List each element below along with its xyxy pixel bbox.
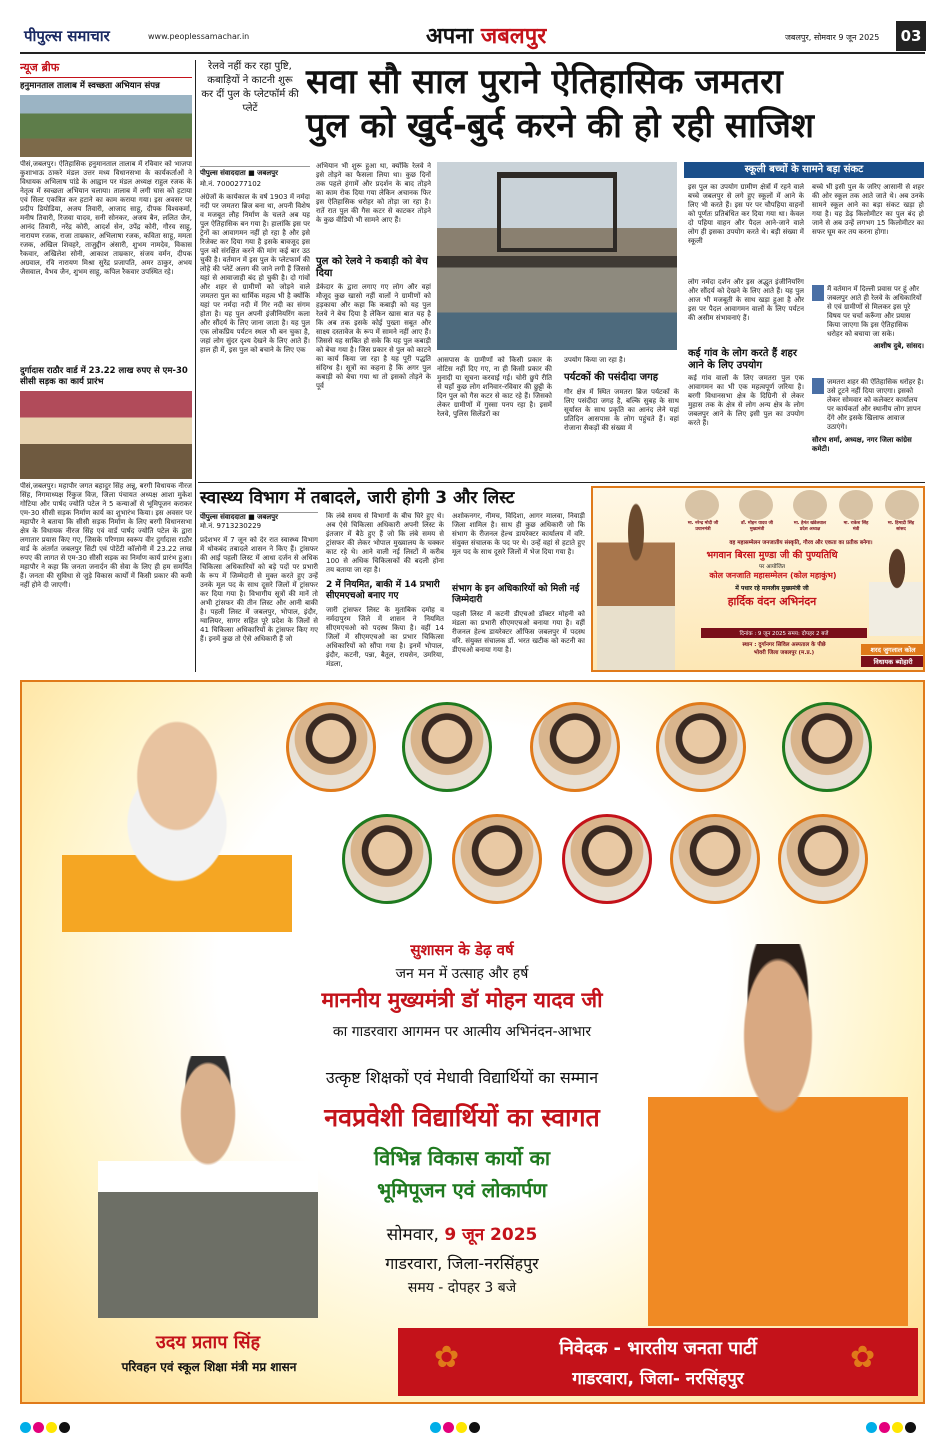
health-byline xyxy=(200,512,318,531)
school-crisis-box-title: स्कूली बच्चों के सामने बड़ा संकट xyxy=(684,162,924,178)
color-registration-marks-right xyxy=(866,1418,918,1437)
main-col-2: अभियान भी शुरू हुआ था, क्योंकि रेलवे ने इसे तोड़ने का फैसला लिया था। कुछ दिनों तक पहले हंगामें और प्रदर्शन के बाद तोड़ने का काम रोक दिया गया लेकिन अचानक फिर इस ऐतिहासिक धरोहर को तोड़ा जा रहा है। रातें रात पुल की गैस कटर से काटकर तोड़ने के कुछ वीडियो भी सामने आए हैं। xyxy=(316,162,431,224)
ad-line-1: सुशासन के डेढ़ वर्ष xyxy=(410,941,514,959)
ad-line-11: समय - दोपहर 3 बजे xyxy=(407,1280,517,1296)
column-divider xyxy=(195,60,196,672)
birsa-date: दिनांक : 9 जून 2025 समय: दोपहर 2 बजे xyxy=(701,628,867,638)
news-brief-column xyxy=(20,60,192,672)
ad-line-3: माननीय मुख्यमंत्री डॉ मोहन यादव जी xyxy=(321,988,603,1012)
brand-logo: पीपुल्स समाचार xyxy=(24,27,110,45)
quote-2-author: सौरभ शर्मा, अध्यक्ष, नगर जिला कांग्रेस कमेटी। xyxy=(812,436,912,453)
health-col-2b: जारी ट्रांसफर लिस्ट के मुताबिक दमोह व नर्मदापुरम जिले में शासन ने नियमित सीएमएचओ को पदस्थ किया है। वहीं 14 जिलों में सीएमएचओ का प्रभार चिकित्सा अधिकारियों को सौंपा गया है। इनमें भोपाल, इंदौर, कटनी, पन्ना, बैतूल, रायसेन, उमरिया, मंडला, xyxy=(326,606,444,668)
birsa-event: कोल जनजाति महासम्मेलन (कोल महाकुंभ) xyxy=(709,571,837,580)
brief-2-photo xyxy=(20,391,192,479)
leader-label-4: मा. राकेश सिंह मंत्री xyxy=(843,521,869,532)
main-col-6: बच्चे भी इसी पुल के जरिए आसानी से शहर की ओर स्कूल तक आते जाते थे। अब उनके सामने स्कूल आने का बड़ा संकट खड़ा हो गया है। यह डेढ़ किलोमीटर का पुल बंद हो जाने से अब उन्हें लगभग 15 किलोमीटर का सफर घूम कर तय करना होगा। xyxy=(812,183,924,236)
ad-line-9 xyxy=(272,1222,652,1245)
footer-line-2: गाडरवारा, जिला- नरसिंहपुर xyxy=(572,1369,744,1389)
ad-line-2: जन मन में उत्साह और हर्ष xyxy=(395,966,529,982)
headline-line-1: सवा सौ साल पुराने ऐतिहासिक जमतरा xyxy=(306,62,783,102)
cm-portrait xyxy=(648,944,908,1326)
lotus-icon-right: ✿ xyxy=(850,1340,876,1375)
birsa-chief-guest: में पधार रहे मानलीय मुख्यमंत्री जी xyxy=(735,585,809,592)
health-col-3: अशोकनगर, नीमच, विदिशा, आगर मालवा, निवाड़ी जिला शामिल है। साथ ही कुछ अधिकारी जो कि संभाग के रीजनल हेल्थ डायरेक्टर कार्यालय में वरि. संयुक्त संचालक के पद पर थे। उन्हें वहां से हटाते हुए मूल पद के साथ दूसरे जिलों में भेज दिया गया है। xyxy=(452,512,585,556)
leader-photo-2 xyxy=(739,490,773,520)
minister-role: परिवहन एवं स्कूल शिक्षा मंत्री मप्र शासन xyxy=(121,1360,297,1374)
main-col-5c: कई गांव वालों के लिए जमतरा पुल एक आवागमन का भी एक महत्वपूर्ण जरिया है। बरगी विधानसभा क्षेत्र के दिग्रिनी से लेकर मुहास तक के क्षेत्र से लोग अन्य क्षेत्र के लोग जबलपुर आने के लिए इसी पुल का उपयोग करते हैं। xyxy=(688,374,804,427)
leader-label-2: डॉ. मोहन यादव जी मुख्यमंत्री xyxy=(741,521,773,532)
minister-portrait xyxy=(98,1056,318,1318)
birsa-munda-ad xyxy=(591,486,925,672)
quote-1-photo xyxy=(812,285,824,301)
leader-label-1: मा. नरेन्द्र मोदी जी प्रधानमंत्री xyxy=(687,521,719,532)
leader-label-5: मा. हिमाद्री सिंह सांसद xyxy=(887,521,915,532)
birsa-person-photo xyxy=(869,546,925,636)
website-link[interactable]: www.peoplessamachar.in xyxy=(148,32,250,41)
main-subhead-2: पर्यटकों की पसंदीदा जगह xyxy=(564,372,659,383)
brief-1-photo xyxy=(20,95,192,157)
color-registration-marks-left xyxy=(20,1418,72,1437)
quote-2-photo xyxy=(812,378,824,394)
birsa-welcome: हार्दिक वंदन अभिनंदन xyxy=(727,595,817,608)
brief-2-headline: दुर्गादास राठौर वार्ड में 23.22 लाख रुपए से एम-30 सीसी सड़क का कार्य प्रारंभ xyxy=(20,366,188,387)
leader-photo-4 xyxy=(839,490,873,520)
footer-line-1: निवेदक - भारतीय जनता पार्टी xyxy=(559,1338,757,1359)
ad-line-8: भूमिपूजन एवं लोकार्पण xyxy=(377,1178,547,1202)
quote-2 xyxy=(812,378,924,454)
health-subhead-2: संभाग के इन अधिकारियों को मिली नई जिम्मेदारी xyxy=(452,584,580,605)
health-headline: स्वास्थ्य विभाग में तबादले, जारी होगी 3 और लिस्ट xyxy=(200,488,515,508)
leader-label-3: मा. हेमंत खंडेलवाल प्रदेश अध्यक्ष xyxy=(793,521,827,532)
section-title-part1: अपना xyxy=(426,24,474,49)
ad-line-10: गाडरवारा, जिला-नरसिंहपुर xyxy=(385,1254,539,1273)
leader-photo-5 xyxy=(885,490,919,520)
main-col-2b: डेकेदार के द्वारा लगाए गए लोग और वहां मौजूद कुछ खासो नहीं वालों ने ग्रामीणों को हड़काया और कहा कि कबाड़ी को यह पुल रेलवे ने बेच दिया है लेकिन खास बात यह है कि अब तक इसके कोई पुख्ता सबूत और साक्ष्य दस्तावेज के रूप में सामने नहीं आए हैं। जिससे यह साबित हो सके कि यह पुल कबाड़ी को बेचा गया है। जिस प्रकार से पुल को काटने का कार्य किया जा रहा है यह पूरी पद्धति संदिग्ध है। सूत्रों का कहना है कि अगर पुल कबाड़ी को बेचा गया था तो इसको तोड़ने के पूर्व xyxy=(316,283,431,390)
birsa-person-name: शरद जुगलाल कोल xyxy=(861,644,925,655)
leader-photo-3 xyxy=(793,490,827,520)
masthead xyxy=(20,20,925,54)
bridge-photo xyxy=(437,162,677,350)
brief-1-headline: हनुमानताल तालाब में स्वच्छता अभियान संपन्न xyxy=(20,81,160,91)
brief-2-text: पीसं,जबलपुर। महापौर जगत बहादुर सिंह अन्नू, बरगी विधायक नीरज सिंह, निगमाध्यक्ष रिंकुज विज, जिला पंचायत अध्यक्ष आशा मुकेश गोटिया और पार्षद ज्योति पटेल ने 5 कन्याओं से भूमिपूजन कराकर एम-30 सीसी सड़क निर्माण कार्य का शुभारंभ किया। इस अवसर पर महापौर ने बताया कि सीसी सड़क निर्माण के लिए बरगी विधानसभा क्षेत्र के विधायक नीरज सिंह एवं वार्ड पार्षद ज्योति पटेल के द्वारा लगातार प्रयास किए गए, जिसके परिणाम स्वरूप वीर दुर्गादास राठौर वार्ड के अंतर्गत जबलपुर सिटी एवं पोटेंटी कॉलोनी में 23.22 लाख रुपए की लागत से एम-30 सीसी सड़क का निर्माण कार्य प्रारंभ हुआ। महापौर ने कहा कि जनता जनार्दन की सेवा के लिए ही हम समर्पित हैं। जनता की सुविधा से जुड़े विकास कार्यों में किसी प्रकार की कमी नहीं होने दी जाएगी। xyxy=(20,482,192,589)
main-col-4a: उपयोग किया जा रहा है। xyxy=(564,356,626,364)
news-brief-label: न्यूज ब्रीफ xyxy=(20,60,192,78)
ad-date: 9 जून 2025 xyxy=(444,1225,538,1245)
birsa-title: भगवान बिरसा मुण्डा जी की पुण्यतिथि xyxy=(706,550,838,561)
birsa-venue: स्थान : दुर्गानगर सिविल अस्पताल के पीछे xyxy=(742,642,826,648)
birsa-figure xyxy=(597,502,675,670)
pm-portrait xyxy=(62,692,292,932)
main-subhead-3: कई गांव के लोग करते हैं शहर आने के लिए उपयोग xyxy=(688,348,797,371)
leader-circle-6 xyxy=(342,814,432,904)
byline-mobile: मो.नं. 7000277102 xyxy=(200,180,262,188)
ad-line-7: विभिन्न विकास कार्यो का xyxy=(373,1146,551,1170)
lotus-icon-left: ✿ xyxy=(434,1340,460,1375)
birsa-tagline: वह महासम्मेलन जनजातीय संस्कृति, गौरव और एकता का प्रतीक बनेगा। xyxy=(729,540,873,546)
main-story-headline xyxy=(306,60,926,148)
health-col-2: कि लंबे समय से विभागों के बीच घिरे हुए थे। अब ऐसे चिकित्सा अधिकारी अपनी लिस्ट के इंतजार में बैठे हुए हैं जो कि लंबे समय से ट्रांसफर की लेकर भोपाल मुख्यालय के चक्कर काट रहे थे। आने वाली नई लिस्टों में करीब 100 से अधिक चिकित्सकों की बदली होना तय बताया जा रहा है। xyxy=(326,512,444,574)
leader-circle-4 xyxy=(656,702,746,792)
leader-circle-5 xyxy=(782,702,872,792)
section-title xyxy=(426,20,546,50)
main-col-1: अंग्रेजों के कार्यकाल के वर्ष 1903 में नर्मदा नदी पर जमतरा ब्रिज बना था, अपनी विशेष व मजबूत लौह निर्माण के चलते अब यह पुल ऐतिहासिक बन गया है। हालांकि इस पर ट्रेनों का आवागमन नहीं हो रहा है और इसे रिजेक्ट कर दिया गया है इसके बावजूद इस पुल को संरक्षित करने की मांग कई बार उठ चुकी है। वर्तमान में इस पुल के प्लेटफार्म की लोहे की प्लेटें अलग की जाने लगी हैं जिससे यहां से आवाजाही बंद हो चुकी है। दो गांवों और शहर से ग्रामीणों को जोड़ने वाले जमतरा पुल का धार्मिक महत्व भी है क्योंकि यहां पर नर्मदा नदी में गिर नदी का संगम होता है। यह पुल अपनी इंजीनियरिंग कला और सौंदर्य के लिए जाना जाता है। यह पुल एक लोकप्रिय पर्यटन स्थल भी बन चुका है, जहां लोग सुंदर दृश्य देखने के लिए आते हैं। हाल ही में, इस पुल को बचाने के लिए एक xyxy=(200,193,310,354)
health-byline-mobile: मो.नं. 9713230229 xyxy=(200,522,262,530)
ad-line-5: उत्कृष्ट शिक्षकों एवं मेधावी विद्यार्थियों का सम्मान xyxy=(325,1068,599,1087)
edition-date: जबलपुर, सोमवार 9 जून 2025 xyxy=(785,33,880,42)
health-col-3b: पहली लिस्ट में कटनी डीएचओ डॉक्टर मोहनी को मंडला का प्रभारी सीएमएचओ बनाया गया है। वहीं रीजनल हेल्थ डायरेक्टर ऑफिस जबलपुर में पदस्थ वरि. संयुक्त संचालक डॉ. भरत खटीक को कटनी का डीएचओ बनाया गया है। xyxy=(452,610,585,654)
ad-line-6: नवप्रवेशी विद्यार्थियों का स्वागत xyxy=(324,1103,600,1132)
page-number: 03 xyxy=(896,21,926,51)
bridge-girder xyxy=(497,172,617,252)
byline-text: पीपुल्स संवाददाता ■ जबलपुर xyxy=(200,169,278,177)
quote-2-text: जमतरा शहर की ऐतिहासिक धरोहर है। उसे टूटने नहीं दिया जाएगा। इसको लेकर सोमवार को कलेक्टर कार्यालय पर कार्यकर्ता और स्थानीय लोग ज्ञापन देंगे और इसके खिलाफ आवाज उठाएंगे। xyxy=(827,378,924,431)
main-col-4b: गौर क्षेत्र में स्थित जमतरा ब्रिज पर्यटकों के लिए पसंदीदा जगह है, बल्कि सुबह के साथ सूर्यास्त के साथ प्रकृति का आनंद लेने यहां प्रतिदिन आसपास के लोग पहुंचते हैं। वहां रोजाना सैकड़ों की संख्या में xyxy=(564,388,679,432)
main-col-3: आसपास के ग्रामीणों को किसी प्रकार के नोटिस नहीं दिए गए, ना ही किसी प्रकार की मुनादी या सूचना करवाई गई। चोरी छुपे रीति से यहाँ कुछ लोग शनिवार-रविवार की छुट्टी के दिन पुल को गैस कटर से काट रहे हैं। जिसको लेकर ग्रामीणों में गुस्सा पनप रहा है। इसमें रेलवे, पुलिस सिलेंडरों का xyxy=(437,356,552,418)
main-story-kicker: रेलवे नहीं कर रहा पुष्टि, कबाड़ियों ने काटनी शुरू कर दीं पुल के प्लेटफॉर्म की प्लेटें xyxy=(201,61,299,114)
ad-line-4: का गाडरवारा आगमन पर आत्मीय अभिनंदन-आभार xyxy=(332,1024,592,1040)
birsa-person-role: विधायक ब्योहारी xyxy=(861,656,925,667)
leader-circle-1 xyxy=(286,702,376,792)
health-col-1: प्रदेशभर में 7 जून को देर रात स्वास्थ्य विभाग में थोकबंद तबादले शासन ने किए हैं। ट्रांसफर की आई पहली लिस्ट में आधा दर्जन से अधिक चिकित्सा अधिकारियों को बड़े पदों पर प्रभारी के रूप में जिम्मेदारी से मुक्त करते हुए उन्हें उनके मूल पद के साथ दूसरे जिलों में ट्रांसफर कर दिया गया है। विभागीय सूत्रों की मानें तो अभी ट्रांसफर की तीन लिस्ट और आनी बाकी है। पहली लिस्ट में जबलपुर, भोपाल, इंदौर, ग्वालियर, सागर सहित पूरे प्रदेश के जिलों से 41 चिकित्सा अधिकारियों के ट्रांसफर किए गए हैं। इनमें कुछ तो ऐसे अधिकारी हैं जो xyxy=(200,536,318,643)
main-col-5: इस पुल का उपयोग ग्रामीण क्षेत्रों में रहने वाले बच्चे जबलपुर से लगे हुए स्कूलों में आने के लिए भी करते हैं। इस पर पर चौपहिया वाहनों को पूर्णतः प्रतिबंधित कर दिया गया था। केवल दो पहिया वाहन और पैदल आने-जाने वाले लोग ही इसका उपयोग करते थे। बड़ी संख्या में स्कूली xyxy=(688,183,804,245)
leader-circle-8 xyxy=(562,814,652,904)
section-title-part2: जबलपुर xyxy=(480,24,547,49)
birsa-venue-2: भोवरी जिला जबलपुर (म.प्र.) xyxy=(753,650,815,656)
health-subhead-1: 2 में नियमित, बाकी में 14 प्रभारी सीएमएचओ बनाए गए xyxy=(326,580,440,601)
section-divider xyxy=(198,482,925,483)
main-subhead-1: पुल को रेलवे ने कबाड़ी को बेच दिया xyxy=(316,256,428,279)
color-registration-marks-center xyxy=(430,1418,482,1437)
headline-line-2: पुल को खुर्द-बुर्द करने की हो रही साजिश xyxy=(306,106,814,146)
quote-1-text: मैं वर्तमान में दिल्ली प्रवास पर हूं और जबलपुर आते ही रेलवे के अधिकारियों से एवं ग्रामीणों से मिलकर इस पूरे विषय पर चर्चा करूँगा और प्रयास किया जाएगा कि इस ऐतिहासिक धरोहर को बचाया जा सके। xyxy=(827,285,922,337)
ad-footer-banner xyxy=(398,1328,918,1396)
ad-day: सोमवार, xyxy=(386,1225,439,1245)
leader-photo-1 xyxy=(685,490,719,520)
brief-1-text: पीसं,जबलपुर। ऐतिहासिक हनुमानताल तालाब में रविवार को भाजपा कुशाभाऊ ठाकरे मंडल उत्तर मध्य विधानसभा के कार्यकर्ताओं ने विधायक अभिलाष पांडे के आह्वान पर मंडल अध्यक्ष राहुल रजक के नेतृत्व में स्वच्छता अभियान चलाया। तालाब में लगी घास को हटाया एवं सिल्ट एकत्रित कर हटाने का काम कराया गया। इस अवसर पर प्रदीप डियोडिया, अजय तिवारी, आजाद साहू, दीपक विश्वकर्मा, मनीष तिवारी, रिजवा यादव, सनी सोनकर, अजय बैन, ललित जैन, आनंद तिवारी, नरेंद्र कोरी, आदर्श सेन, उपेंद्र कोरी, गौरव साहू, नारायण रजक, राजा ताम्रकार, अभिलाषा रजक, कविता साहू, ममता रजक, अखिल शिवहरे, ताजुद्दीन अंसारी, शुभम नामदेव, विकास रैकवार, अखिलेश सोनी, आकाश ताम्रकार, संजय वर्मन, दीपक अग्रवाल, रवि नारायण मिश्रा सुरेंद्र प्रजापति, अमर ठाकुर, अभय जैसवाल, वैभव जैन, शुभम साहू, कपिल रैकवार उपस्थित रहे। xyxy=(20,160,192,276)
main-ad xyxy=(20,680,925,1404)
birsa-subtitle: पर आयोजित xyxy=(759,564,785,570)
main-byline xyxy=(200,166,310,189)
quote-1 xyxy=(812,285,924,351)
leader-circle-3 xyxy=(530,702,620,792)
quote-1-author: आशीष दुबे, सांसद। xyxy=(873,342,924,350)
minister-name: उदय प्रताप सिंह xyxy=(155,1332,261,1353)
main-col-5b: लोग नर्मदा दर्शन और इस अद्भुत इंजीनियरिंग और सौंदर्य को देखने के लिए आते हैं। यह पुल आज भी मजबूती के साथ खड़ा हुआ है और इस पर पैदल आवागमन वालों के लिए पर्यटन की असीम संभावनाएं हैं। xyxy=(688,278,804,322)
health-byline-text: पीपुल्स संवाददाता ■ जबलपुर xyxy=(200,513,278,521)
leader-circle-2 xyxy=(402,702,492,792)
leader-circle-9 xyxy=(670,814,760,904)
leader-circle-10 xyxy=(778,814,868,904)
leader-circle-7 xyxy=(452,814,542,904)
